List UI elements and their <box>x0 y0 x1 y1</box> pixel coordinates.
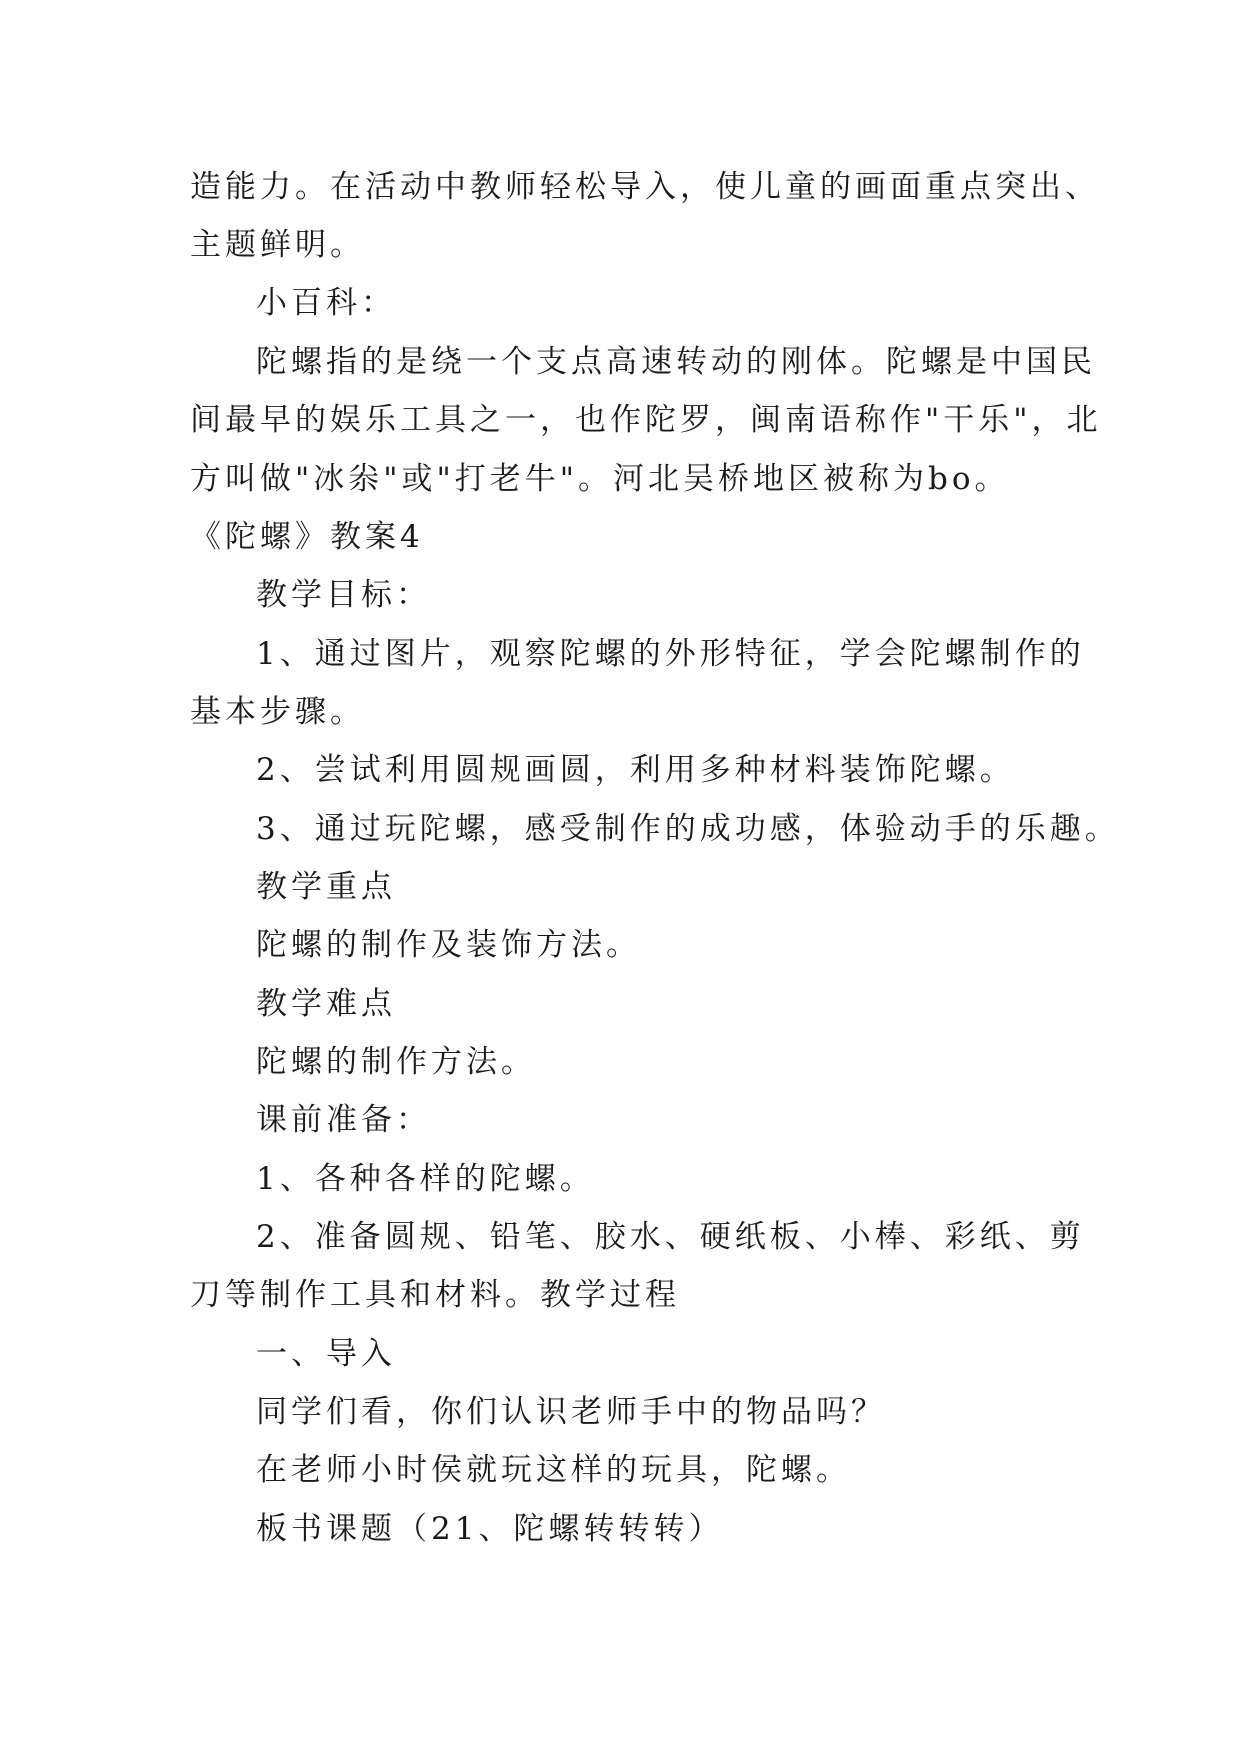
paragraph-line: 造能力。在活动中教师轻松导入，使儿童的画面重点突出、 <box>190 169 1100 205</box>
section-label: 课前准备： <box>256 1102 431 1138</box>
paragraph-line: 方叫做"冰尜"或"打老牛"。河北吴桥地区被称为bo。 <box>190 461 1010 497</box>
paragraph-line: 陀螺的制作及装饰方法。 <box>256 927 641 963</box>
paragraph-line: 同学们看，你们认识老师手中的物品吗？ <box>256 1394 886 1430</box>
list-item: 2、准备圆规、铅笔、胶水、硬纸板、小棒、彩纸、剪 <box>256 1219 1085 1255</box>
section-label: 教学难点 <box>256 986 396 1022</box>
section-label: 教学重点 <box>256 869 396 905</box>
paragraph-line: 主题鲜明。 <box>190 227 365 263</box>
list-item: 1、通过图片，观察陀螺的外形特征，学会陀螺制作的 <box>256 636 1085 672</box>
section-label: 一、导入 <box>256 1336 396 1372</box>
paragraph-line: 间最早的娱乐工具之一，也作陀罗，闽南语称作"干乐"，北 <box>190 402 1102 438</box>
list-item: 基本步骤。 <box>190 694 365 730</box>
list-item: 1、各种各样的陀螺。 <box>256 1161 595 1197</box>
list-item: 3、通过玩陀螺，感受制作的成功感，体验动手的乐趣。 <box>256 811 1120 847</box>
list-item: 2、尝试利用圆规画圆，利用多种材料装饰陀螺。 <box>256 752 1015 788</box>
list-item: 刀等制作工具和材料。教学过程 <box>190 1277 680 1313</box>
paragraph-line: 板书课题（21、陀螺转转转） <box>256 1511 724 1547</box>
paragraph-line: 陀螺的制作方法。 <box>256 1044 536 1080</box>
section-label: 小百科： <box>256 285 396 321</box>
section-label: 教学目标： <box>256 577 431 613</box>
paragraph-line: 陀螺指的是绕一个支点高速转动的刚体。陀螺是中国民 <box>256 344 1096 380</box>
paragraph-line: 在老师小时侯就玩这样的玩具，陀螺。 <box>256 1452 851 1488</box>
section-title: 《陀螺》教案4 <box>190 519 424 555</box>
